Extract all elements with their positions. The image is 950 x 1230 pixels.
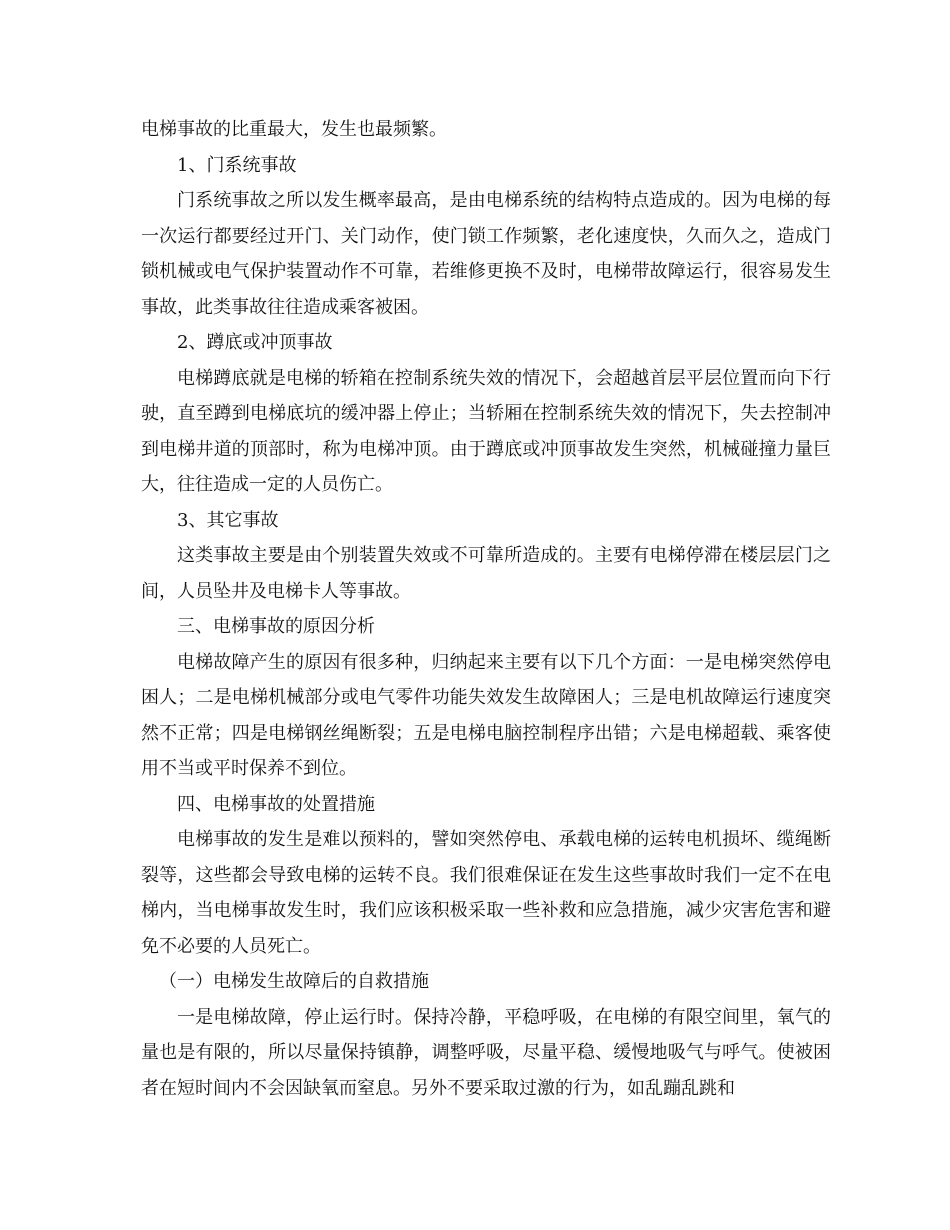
paragraph-door-system: 门系统事故之所以发生概率最高，是由电梯系统的结构特点造成的。因为电梯的每一次运行都要经过开门、关门动作，使门锁工作频繁，老化速度快，久而久之，造成门锁机械或电气保护装置动作不可靠，若维修更换不及时，电梯带故障运行，很容易发生事故，此类事故往往造成乘客被困。	[141, 190, 831, 318]
heading-other-accidents: 3、其它事故	[177, 509, 279, 531]
paragraph-other-accidents: 这类事故主要是由个别装置失效或不可靠所造成的。主要有电梯停滞在楼层层门之间，人员坠井及电梯卡人等事故。	[141, 545, 831, 602]
paragraph-bottom-top: 电梯蹲底就是电梯的轿箱在控制系统失效的情况下，会超越首层平层位置而向下行驶，直至蹲到电梯底坑的缓冲器上停止；当轿厢在控制系统失效的情况下，失去控制冲到电梯井道的顶部时，称为电梯冲顶。由于蹲底或冲顶事故发生突然，机械碰撞力量巨大，往往造成一定的人员伤亡。	[141, 367, 831, 495]
paragraph-self-rescue: 一是电梯故障，停止运行时。保持冷静，平稳呼吸，在电梯的有限空间里，氧气的量也是有限的，所以尽量保持镇静，调整呼吸，尽量平稳、缓慢地吸气与呼气。使被困者在短时间内不会因缺氧而窒息。另外不要采取过激的行为，如乱蹦乱跳和	[141, 1006, 831, 1099]
heading-cause-analysis: 三、电梯事故的原因分析	[177, 616, 375, 637]
heading-bottom-top-accident: 2、蹲底或冲顶事故	[177, 332, 333, 353]
heading-handling-measures: 四、电梯事故的处置措施	[177, 793, 375, 815]
document-body	[141, 112, 831, 1106]
paragraph-cause-analysis: 电梯故障产生的原因有很多种，归纳起来主要有以下几个方面：一是电梯突然停电困人；二是电梯机械部分或电气零件功能失效发生故障困人；三是电机故障运行速度突然不正常；四是电梯钢丝绳断裂；五是电梯电脑控制程序出错；六是电梯超载、乘客使用不当或平时保养不到位。	[141, 651, 831, 779]
heading-door-system-accident: 1、门系统事故	[177, 154, 297, 176]
heading-self-rescue: （一）电梯发生故障后的自救措施	[159, 971, 429, 992]
paragraph-handling-measures: 电梯事故的发生是难以预料的，譬如突然停电、承载电梯的运转电机损坏、缆绳断裂等，这些都会导致电梯的运转不良。我们很难保证在发生这些事故时我们一定不在电梯内，当电梯事故发生时，我们应该积极采取一些补救和应急措施，减少灾害危害和避免不必要的人员死亡。	[141, 829, 831, 957]
paragraph-continuation: 电梯事故的比重最大，发生也最频繁。	[141, 119, 447, 140]
